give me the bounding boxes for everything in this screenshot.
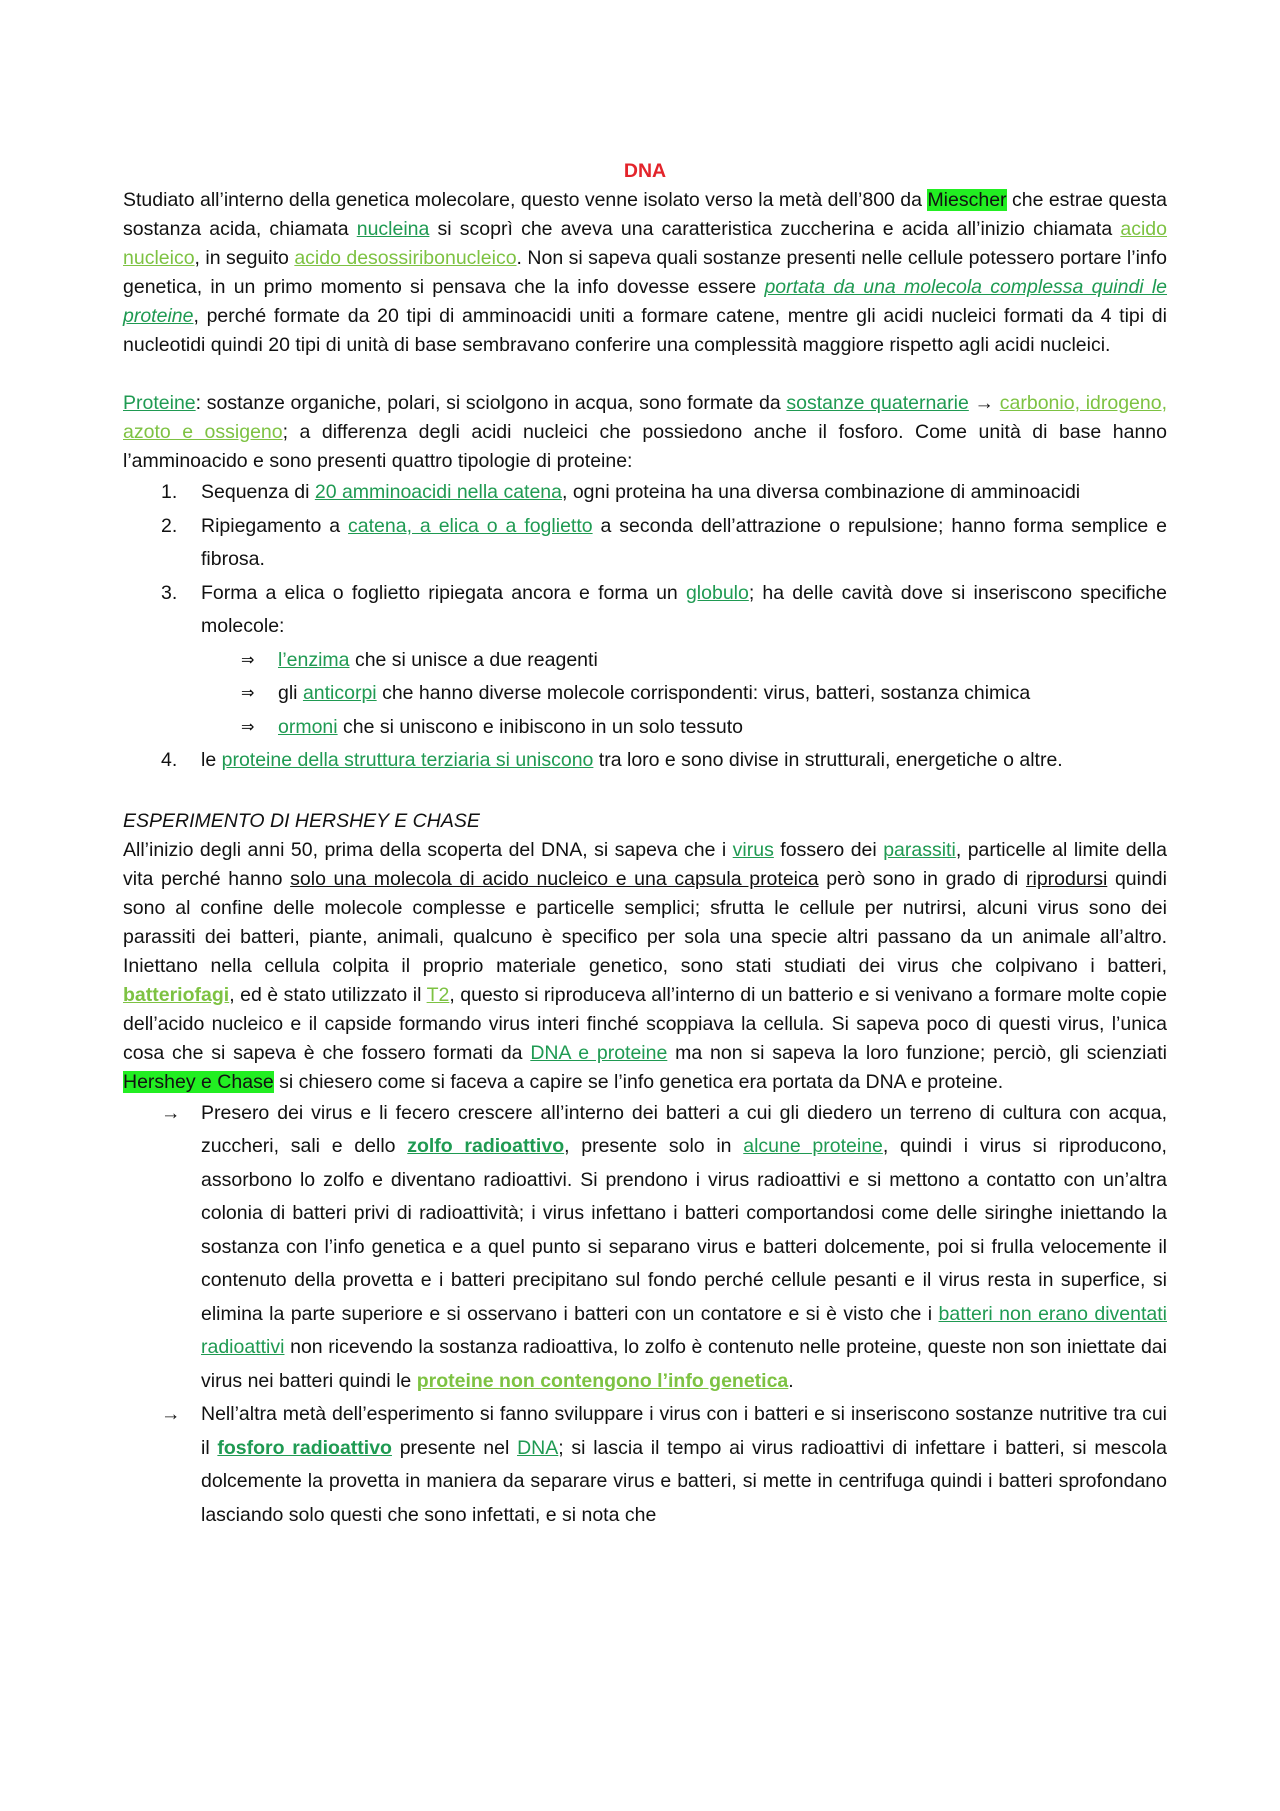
term-parassiti: parassiti <box>883 838 956 861</box>
text: Nell’altra metà dell’esperimento si fanno sviluppare i virus con i batteri e si inseriscono sostanze nutritive tra cui il <box>201 1403 1167 1459</box>
proteine-paragraph <box>123 389 1167 476</box>
term-virus: virus <box>732 838 774 861</box>
text: . <box>788 1369 794 1392</box>
text: Ripiegamento a <box>201 514 349 537</box>
text: Studiato all’interno della genetica molecolare, questo venne isolato verso la metà dell’800 da <box>123 189 928 211</box>
double-arrow-icon: ⇒ <box>241 718 255 736</box>
text: quindi sono al confine delle molecole complesse e particelle semplici; sfrutta le cellule per nutrirsi, alcuni virus sono dei parassiti dei batteri, piante, animali, qualcuno è specifico per sola una specie altri passano da un animale all’altro. Iniettano nella cellula colpita il proprio materiale genetico, sono stati studiati dei virus che colpivano i batteri, <box>123 867 1167 977</box>
highlight-miescher: Miescher <box>927 189 1007 211</box>
experiment-steps <box>123 1097 1167 1533</box>
text: , particelle al limite della vita perché hanno <box>123 838 1167 890</box>
text: , presente solo in <box>564 1135 744 1157</box>
double-arrow-icon: ⇒ <box>241 685 255 702</box>
text: che si uniscono e inibiscono in un solo tessuto <box>337 715 744 738</box>
step-item <box>123 1097 1167 1399</box>
term-globulo: globulo <box>685 581 749 604</box>
spacer <box>123 360 1167 389</box>
intro-paragraph <box>123 186 1167 360</box>
text: Presero dei virus e li fecero crescere all’interno dei batteri a cui gli diedero un terreno di cultura con acqua, zuccheri, sali e dello <box>201 1101 1167 1157</box>
term-dna: DNA <box>517 1436 559 1459</box>
list-item <box>123 476 1167 510</box>
sublist-item <box>123 711 1167 745</box>
text: che estrae questa sostanza acida, chiamata <box>123 189 1168 240</box>
list-item <box>123 577 1167 745</box>
text: che hanno diverse molecole corrispondenti: virus, batteri, sostanza chimica <box>376 682 1031 704</box>
text: si scoprì che aveva una caratteristica zuccherina e acida all’inizio chiamata <box>429 218 1121 240</box>
arrow-right-icon: → <box>161 1403 181 1425</box>
text: , ed è stato utilizzato il <box>229 983 427 1006</box>
text: ; si lascia il tempo ai virus radioattivi di infettare i batteri, si mescola dolcemente la provetta in maniera da separare virus e batteri, si mette in centrifuga quindi i batteri sprofondano lasciando solo questi che sono infettati, e si nota che <box>201 1436 1167 1526</box>
list-item <box>123 510 1167 577</box>
term-solo-molecola: solo una molecola di acido nucleico e una capsula proteica <box>290 867 819 890</box>
term-t2: T2 <box>426 983 450 1006</box>
sublist <box>201 644 1167 745</box>
list-number: 1. <box>161 481 178 503</box>
text: che si unisce a due reagenti <box>349 648 598 671</box>
term-alcune-proteine: alcune proteine <box>743 1135 883 1157</box>
term-acido-nucleico: acido nucleico <box>123 218 1167 269</box>
term-ormoni: ormoni <box>278 715 338 738</box>
text: le <box>201 749 222 771</box>
spacer <box>123 778 1167 807</box>
list-number: 3. <box>161 581 178 604</box>
term-enzima: l’enzima <box>278 648 350 671</box>
text: Sequenza di <box>201 481 315 503</box>
term-anticorpi: anticorpi <box>302 682 377 704</box>
text: , quindi i virus si riproducono, assorbono lo zolfo e diventano radioattivi. Si prendono i virus radioattivi e si mettono a contatto con un’altra colonia di batteri privi di radioattività; i virus infettano i batteri comportandosi come delle siringhe iniettando la sostanza con l’info genetica e a quel punto si separano virus e batteri dolcemente, poi si frulla velocemente il contenuto della provetta e i batteri precipitano sul fondo perché cellule pesanti e il virus resta in superfice, si elimina la parte superiore e si osservano i batteri con un contatore e si è visto che i <box>201 1135 1167 1325</box>
arrow-right-icon: → <box>161 1101 181 1124</box>
sublist-item <box>123 677 1167 711</box>
term-proteine-non-info: proteine non contengono l’info genetica <box>416 1369 789 1392</box>
section-title: ESPERIMENTO DI HERSHEY E CHASE <box>123 809 480 832</box>
text: non ricevendo la sostanza radioattiva, lo zolfo è contenuto nelle proteine, queste non son iniettate dai virus nei batteri quindi le <box>201 1336 1167 1392</box>
text: ; a differenza degli acidi nucleici che possiedono anche il fosforo. Come unità di base hanno l’amminoacido e sono presenti quattro tipologie di proteine: <box>123 421 1167 472</box>
proteine-structure-list <box>123 476 1167 778</box>
text: ; ha delle cavità dove si inseriscono specifiche molecole: <box>201 581 1167 637</box>
text: . Non si sapeva quali sostanze presenti nelle cellule potessero portare l’info genetica, in un primo momento si pensava che la info dovesse essere <box>123 247 1168 298</box>
term-sostanze-quaternarie: sostanze quaternarie <box>786 392 969 414</box>
text: gli <box>278 682 303 704</box>
term-portata: portata da una molecola complessa quindi le proteine <box>123 276 1168 327</box>
document-title: DNA <box>623 160 667 182</box>
text: tra loro e sono divise in strutturali, energetiche o altre. <box>593 749 1063 771</box>
text: , in seguito <box>194 247 295 269</box>
document-body <box>123 157 1167 1532</box>
list-number: 2. <box>161 514 178 537</box>
term-batteri-non-radioattivi: batteri non erano diventati radioattivi <box>201 1302 1167 1358</box>
term-catena-elica-foglietto: catena, a elica o a foglietto <box>348 514 593 537</box>
term-nucleina: nucleina <box>356 218 430 240</box>
text: , questo si riproduceva all’interno di un batterio e si venivano a formare molte copie dell’acido nucleico e il capside formando virus interi finché scoppiava la cellula. Si sapeva poco di questi virus, l’unica cosa che si sapeva è che fossero formati da <box>123 983 1167 1064</box>
text: , perché formate da 20 tipi di amminoacidi uniti a formare catene, mentre gli acidi nucleici formati da 4 tipi di nucleotidi quindi 20 tipi di unità di base sembravano conferire una complessità maggiore rispetto agli acidi nucleici. <box>123 305 1167 356</box>
experiment-paragraph <box>123 836 1167 1097</box>
highlight-hershey-chase: Hershey e Chase <box>123 1070 274 1093</box>
term-struttura-terziaria: proteine della struttura terziaria si uniscono <box>221 749 594 771</box>
text: ma non si sapeva la loro funzione; perciò, gli scienziati <box>667 1041 1167 1064</box>
term-20-amminoacidi: 20 amminoacidi nella catena <box>314 481 562 503</box>
double-arrow-icon: ⇒ <box>241 651 255 669</box>
text: : sostanze organiche, polari, si sciolgono in acqua, sono formate da <box>195 392 787 414</box>
term-dna-proteine: DNA e proteine <box>530 1041 668 1064</box>
term-fosforo-radioattivo: fosforo radioattivo <box>217 1436 392 1459</box>
text: Forma a elica o foglietto ripiegata ancora e forma un <box>201 581 686 604</box>
term-batteriofagi: batteriofagi <box>123 983 230 1006</box>
list-number: 4. <box>161 749 178 771</box>
text: si chiesero come si faceva a capire se l’info genetica era portata da DNA e proteine. <box>273 1070 1004 1093</box>
sublist-item <box>123 644 1167 678</box>
arrow-right-icon: → <box>968 392 1000 414</box>
text: , ogni proteina ha una diversa combinazione di amminoacidi <box>562 481 1081 503</box>
term-proteine: Proteine <box>123 392 196 414</box>
term-riprodursi: riprodursi <box>1026 867 1108 890</box>
text: a seconda dell’attrazione o repulsione; hanno forma semplice e fibrosa. <box>201 514 1167 570</box>
text: All’inizio degli anni 50, prima della scoperta del DNA, si sapeva che i <box>123 838 733 861</box>
term-zolfo-radioattivo: zolfo radioattivo <box>407 1135 565 1157</box>
term-acido-desossiribonucleico: acido desossiribonucleico <box>294 247 517 269</box>
text: però sono in grado di <box>818 867 1027 890</box>
text: fossero dei <box>773 838 884 861</box>
term-elements: carbonio, idrogeno, azoto e ossigeno <box>123 392 1168 443</box>
list-item <box>123 744 1167 778</box>
step-item <box>123 1398 1167 1532</box>
text: presente nel <box>391 1436 518 1459</box>
